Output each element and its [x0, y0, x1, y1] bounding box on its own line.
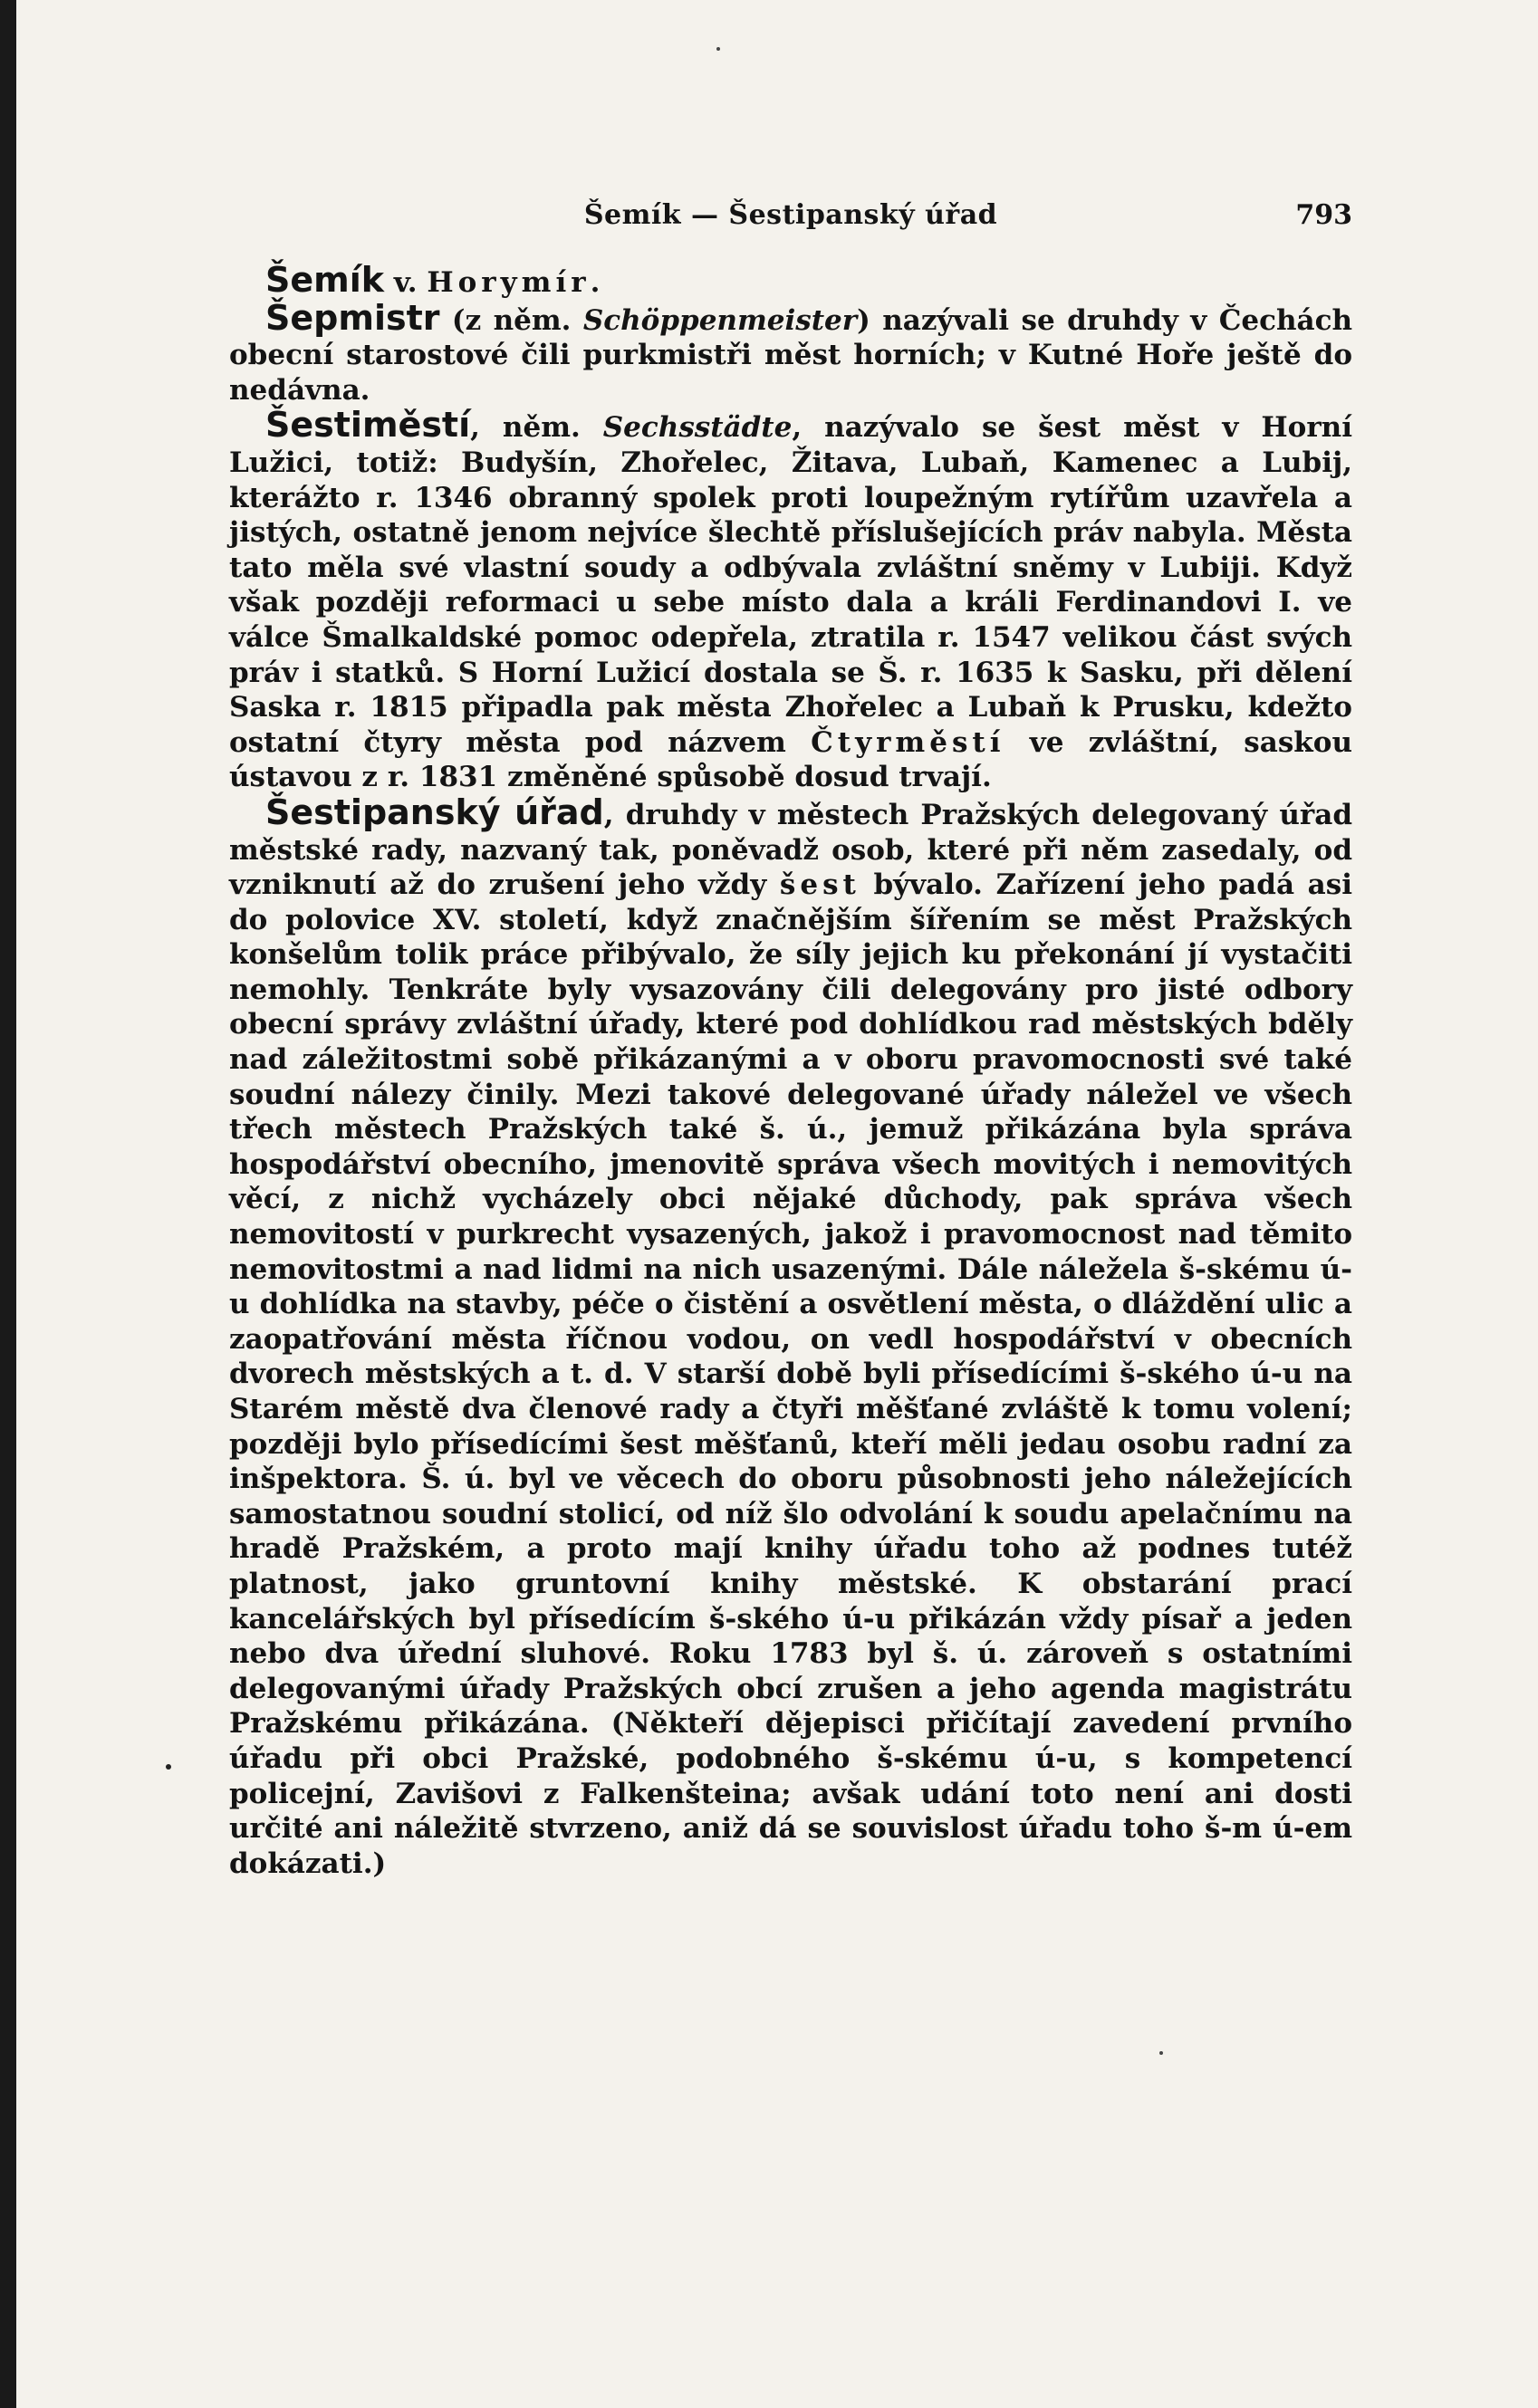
entry-text: , druhdy v městech Pražských delegovaný úřad městské rady, nazvaný tak, poněvadž osob, které při něm zasedaly, od vzniknutí až do zrušení jeho vždy	[229, 798, 1352, 902]
print-speck	[716, 47, 720, 51]
entry-text: , nazývalo se šest měst v Horní Lužici, totiž: Budyšín, Zhořelec, Žitava, Lubaň, Kamenec a Lubij, kterážto r. 1346 obranný spolek proti loupežným rytířům uzavřela a jistých, ostatně jenom nejvíce šlechtě příslušejících práv nabyla. Města tato měla své vlastní soudy a odbývala zvláštní sněmy v Lubiji. Když však později reformaci u sebe místo dala a králi Ferdinandovi I. ve válce Šmalkaldské pomoc odepřela, ztratila r. 1547 velikou část svých práv i statků. S Horní Lužicí dostala se Š. r. 1635 k Sasku, při dělení Saska r. 1815 připadla pak města Zhořelec a Lubaň k Prusku, kdežto ostatní čtyry města pod názvem	[229, 411, 1353, 759]
dictionary-entry	[229, 405, 1353, 795]
entry-text: ve zvláštní, saskou ústavou z r. 1831 změněné spůsobě dosud trvají.	[229, 725, 1352, 794]
dictionary-entry	[229, 260, 1352, 301]
page-number: 793	[1295, 199, 1352, 231]
entry-headword: Šemík	[265, 260, 385, 300]
dictionary-entry	[229, 791, 1352, 1881]
spaced-reference: Čtyrměstí	[811, 725, 1005, 759]
margin-mark	[166, 1764, 171, 1770]
entry-text: bývalo. Zařízení jeho padá asi do polovice XV. století, když značnějším šířením se měst Pražských konšelům tolik práce přibývalo, že síly jejich ku překonání jí vystačiti nemohly. Tenkráte byly vysazovány čili delegovány pro jisté odbory obecní správy zvláštní úřady, které pod dohlídkou rad městských bděly nad záležitostmi sobě přikázanými a v oboru pravomocnosti své také soudní nálezy činily. Mezi takové delegované úřady náležel ve všech třech městech Pražských také š. ú., jemuž přikázána byla správa hospodářství obecního, jmenovitě správa všech movitých i nemovitých věcí, z nichž vycházely obci nějaké důchody, pak správa všech nemovitostí v purkrecht vysazených, jakož i pravomocnost nad těmito nemovitostmi a nad lidmi na nich usazenými. Dále náležela š-skému ú-u dohlídka na stavby, péče o čistění a osvětlení města, o dláždění ulic a zaopatřování města říčnou vodou, on vedl hospodářství v obecních dvorech městských a t. d. V starší době byli přísedícími š-ského ú-u na Starém městě dva členové rady a čtyři měšťané zvláště k tomu volení; později bylo přísedícími šest měšťanů, kteří měli jedau osobu radní za inšpektora. Š. ú. byl ve věcech do oboru působnosti jeho náležejících samostatnou soudní stolicí, od níž šlo odvolání k soudu apelačnímu na hradě Pražském, a proto mají knihy úřadu toho až podnes tutéž platnost, jako gruntovní knihy městské. K obstarání prací kancelářských byl přísedícím š-ského ú-u přikázán vždy písař a jeden nebo dva úřední sluhové. Roku 1783 byl š. ú. zároveň s ostatními delegovanými úřady Pražských obcí zrušen a jeho agenda magistrátu Pražskému přikázána. (Někteří dějepisci přičítají zavedení prvního úřadu při obci Pražské, podobného š-skému ú-u, s kompetencí policejní, Zavišovi z Falkenšteina; avšak udání toto není ani dosti určité ani náležitě stvrzeno, aniž dá se souvislost úřadu toho š-m ú-em dokázati.)	[229, 868, 1352, 1880]
running-title: Šemík — Šestipanský úřad	[583, 199, 998, 231]
entry-text: .	[590, 266, 601, 299]
entry-text: , něm.	[470, 411, 603, 445]
entry-headword: Šestiměstí	[265, 405, 471, 446]
entry-text: (z něm.	[439, 303, 583, 337]
dictionary-entry	[229, 297, 1353, 408]
print-speck	[1159, 2051, 1163, 2055]
entry-headword: Šestipanský úřad	[265, 791, 604, 832]
entry-text: v.	[384, 266, 428, 299]
spaced-reference: šest	[779, 868, 860, 902]
spaced-reference: Horymír	[427, 266, 591, 299]
foreign-term: Sechsstädte	[602, 411, 793, 445]
dictionary-page	[16, 0, 1538, 2408]
entry-text: ) nazývali se druhdy v Čechách obecní starostové čili purkmistři měst horních; v Kutné Hoře ještě do nedávna.	[229, 303, 1353, 407]
entry-headword: Šepmistr	[265, 297, 440, 338]
foreign-term: Schöppenmeister	[582, 303, 858, 337]
running-head	[229, 199, 1352, 235]
entry-column	[229, 260, 1353, 1881]
